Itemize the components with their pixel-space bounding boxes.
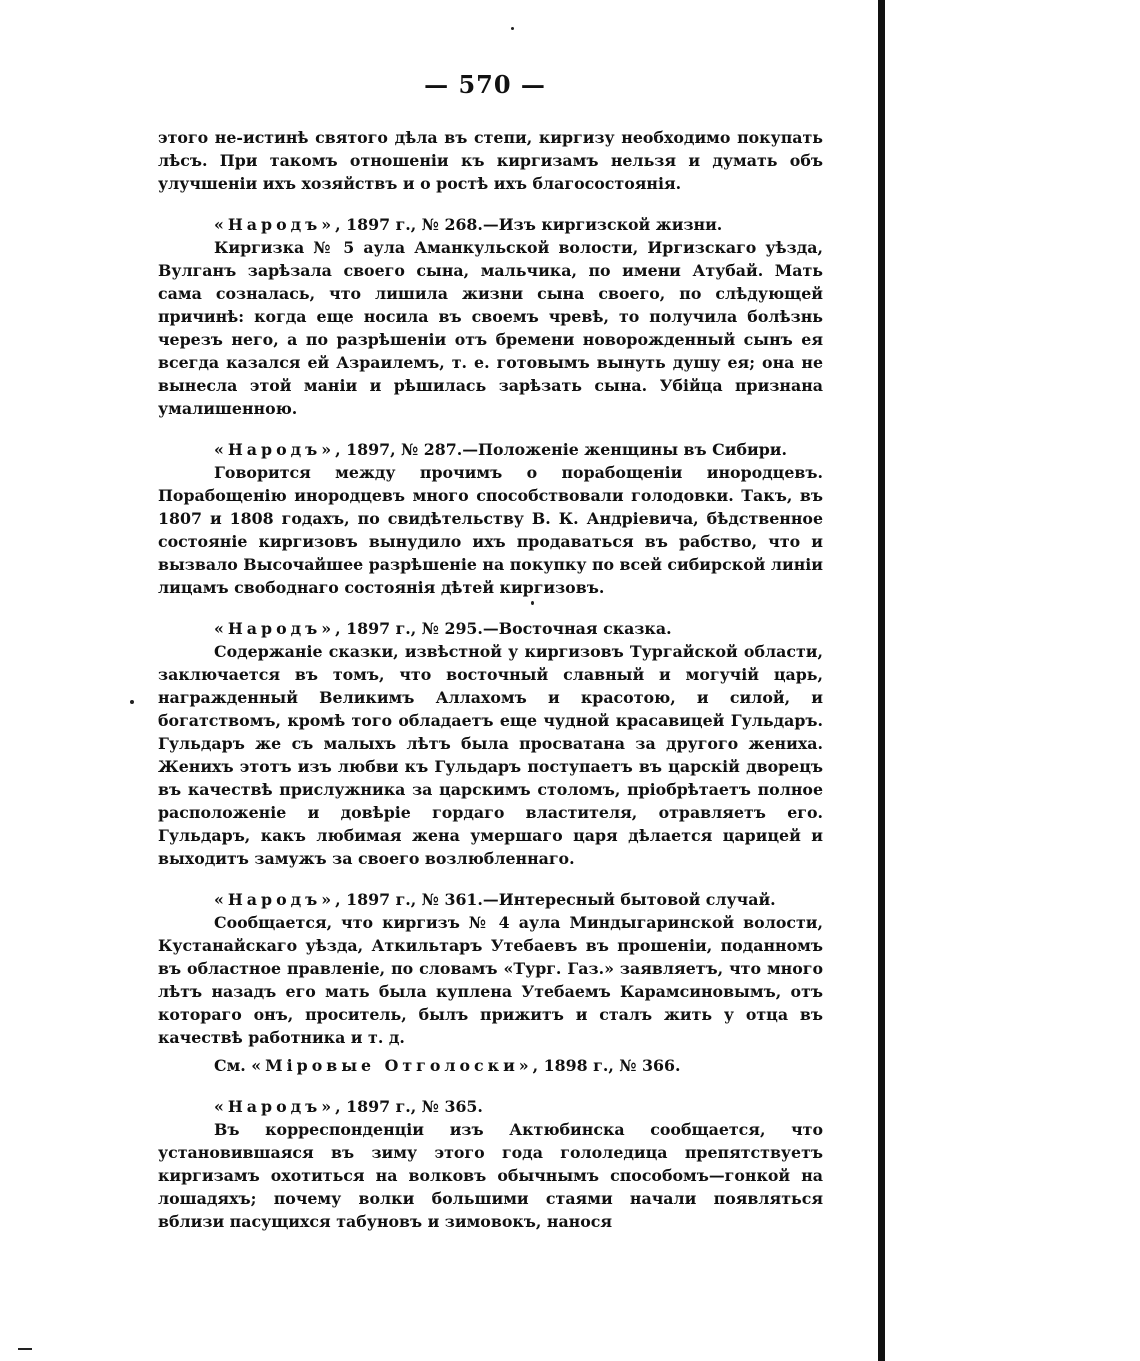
paragraph-continuation: этого не-истинѣ святого дѣла въ степи, киргизу необходимо покупать лѣсъ. При такомъ отношеніи къ киргизамъ нельзя и думать объ улучшеніи ихъ хозяйствъ и о ростѣ ихъ благосостоянія. <box>158 128 823 193</box>
page-gutter-line <box>878 0 885 1361</box>
paragraph: Киргизка № 5 аула Аманкульской волости, Иргизскаго уѣзда, Вулганъ зарѣзала своего сына, мальчика, по имени Атубай. Мать сама созналась, что лишила жизни сына своего, по слѣдующей причинѣ: когда еще носила въ своемъ чревѣ, то получила болѣзнь черезъ него, а по разрѣшеніи отъ бремени новорожденный сынъ ея всегда казался ей Азраилемъ, т. е. готовымъ вынуть душу ея; она не вынесла этой маніи и рѣшилась зарѣзать сына. Убійца признана умалишенною. <box>158 238 823 418</box>
citation-details: , 1897 г., № 268.—Изъ киргизской жизни. <box>335 215 723 234</box>
citation-heading <box>158 213 823 236</box>
ink-speck <box>511 27 514 30</box>
source-title: «Міровые Отголоски» <box>251 1056 533 1075</box>
paragraph: Содержаніе сказки, извѣстной у киргизовъ Тургайской области, заключается въ томъ, что восточный славный и могучій царь, награжденный Великимъ Аллахомъ и красотою, и силой, и богатствомъ, кромѣ того обладаетъ еще чудной красавицей Гульдаръ. Гульдаръ же съ малыхъ лѣтъ была просватана за другого жениха. Женихъ этотъ изъ любви къ Гульдаръ поступаетъ въ царскій дворецъ въ качествѣ прислужника за царскимъ столомъ, пріобрѣтаетъ полное расположеніе и довѣріе гордаго властителя, отравляетъ его. Гульдаръ, какъ любимая жена умершаго царя дѣлается царицей и выходитъ замужъ за своего возлюбленнаго. <box>158 642 823 868</box>
page-number: — 570 — <box>424 70 546 99</box>
citation-details: , 1897 г., № 295.—Восточная сказка. <box>335 619 672 638</box>
see-also-reference <box>158 1054 823 1077</box>
source-title: «Народъ» <box>214 215 336 234</box>
citation-details: , 1897, № 287.—Положеніе женщины въ Сибири. <box>335 440 787 459</box>
citation-heading <box>158 888 823 911</box>
paragraph: Въ корреспонденціи изъ Актюбинска сообщается, что установившаяся въ зиму этого года гололедица препятствуетъ киргизамъ охотиться на волковъ обычнымъ способомъ—гонкой на лошадяхъ; почему волки большими стаями начали появляться вблизи пасущихся табуновъ и зимовокъ, нанося <box>158 1120 823 1231</box>
source-title: «Народъ» <box>214 440 336 459</box>
edge-mark <box>18 1348 32 1350</box>
citation-heading <box>158 438 823 461</box>
source-title: «Народъ» <box>214 1097 336 1116</box>
source-title: «Народъ» <box>214 890 336 909</box>
citation-details: , 1898 г., № 366. <box>532 1056 681 1075</box>
see-also-prefix: См. <box>214 1056 252 1075</box>
citation-heading <box>158 617 823 640</box>
citation-details: , 1897 г., № 365. <box>335 1097 483 1116</box>
paragraph: Говорится между прочимъ о порабощеніи инородцевъ. Порабощенію инородцевъ много способствовали голодовки. Такъ, въ 1807 и 1808 годахъ, по свидѣтельству В. К. Андріевича, бѣдственное состояніе киргизовъ вынудило ихъ продаваться въ рабство, что и вызвало Высочайшее разрѣшеніе на покупку по всей сибирской линіи лицамъ свободнаго состоянія дѣтей киргизовъ. <box>158 463 823 597</box>
paragraph: Сообщается, что киргизъ № 4 аула Миндыгаринской волости, Кустанайскаго уѣзда, Аткильтаръ Утебаевъ въ прошеніи, поданномъ въ областное правленіе, по словамъ «Тург. Газ.» заявляетъ, что много лѣтъ назадъ его мать была куплена Утебаемъ Карамсиновымъ, отъ котораго онъ, проситель, былъ прижитъ и сталъ жить у отца въ качествѣ работника и т. д. <box>158 913 823 1047</box>
citation-heading <box>158 1095 823 1118</box>
source-title: «Народъ» <box>214 619 336 638</box>
citation-details: , 1897 г., № 361.—Интересный бытовой случай. <box>335 890 776 909</box>
ink-speck <box>130 700 134 704</box>
text-column <box>158 126 823 1233</box>
